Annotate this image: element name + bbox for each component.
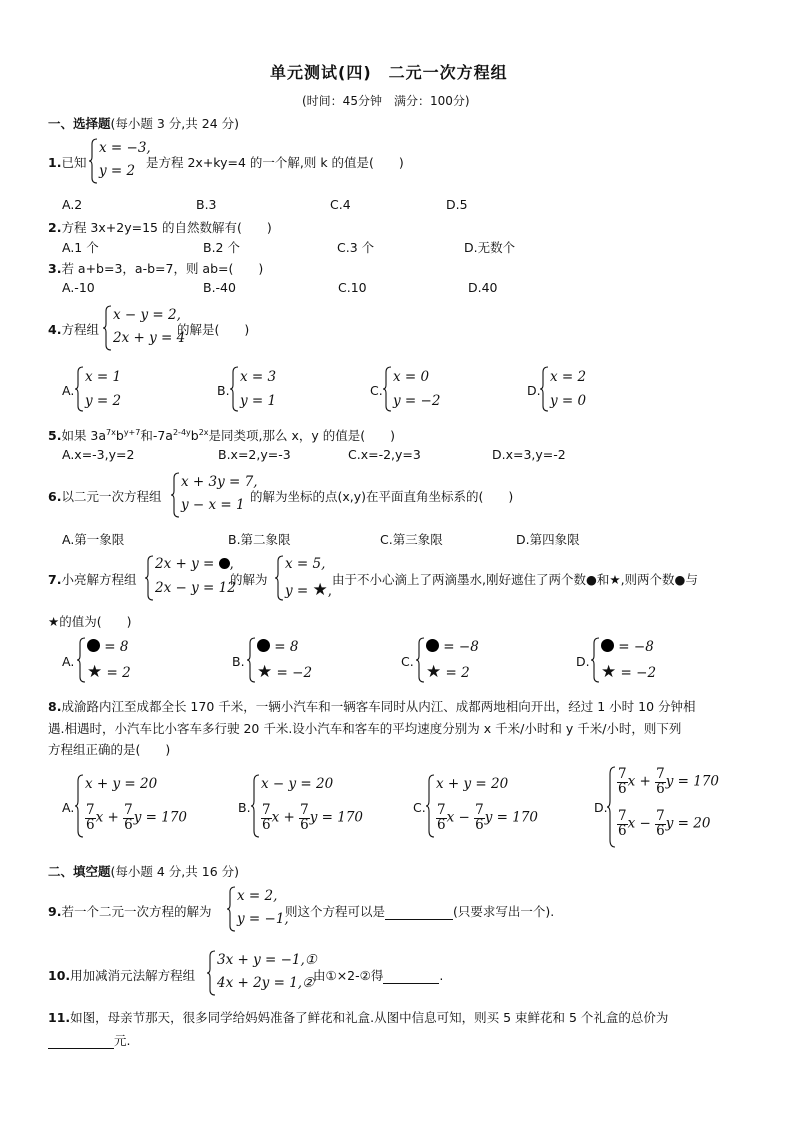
ink-dot-icon bbox=[87, 639, 100, 652]
system-row-text: = −8 bbox=[443, 639, 479, 655]
fraction: $\frac{7}{6}$ bbox=[618, 766, 627, 797]
system-row: y = 0 bbox=[550, 393, 587, 409]
option-a: A.x=-3,y=2 bbox=[62, 447, 135, 462]
brace-icon bbox=[102, 305, 112, 351]
question-text: 如果 3a bbox=[61, 428, 107, 443]
question-text-post: 由于不小心滴上了两滴墨水,刚好遮住了两个数●和★,则两个数●与 bbox=[332, 572, 698, 587]
fraction: $\frac{7}{6}$ bbox=[656, 766, 665, 797]
system-row: x − y = 2, bbox=[113, 307, 181, 323]
question-text-line2: ★的值为( ) bbox=[48, 614, 132, 629]
question-11 bbox=[48, 1008, 668, 1026]
option-d-system bbox=[590, 637, 670, 685]
system-row: x = 2, bbox=[237, 888, 278, 904]
option-b: B.3 bbox=[196, 197, 217, 212]
brace-icon bbox=[415, 637, 425, 683]
brace-icon bbox=[382, 366, 392, 412]
option-a: A.第一象限 bbox=[62, 532, 125, 547]
option-a-system bbox=[76, 637, 146, 685]
equation-system bbox=[144, 555, 236, 603]
section-heading-fill bbox=[48, 862, 239, 880]
ink-star-icon: ★ bbox=[426, 662, 442, 682]
question-text: 成渝路内江至成都全长 170 千米，一辆小汽车和一辆客车同时从内江、成都两地相向开出，经过 1 小时 10 分钟相 bbox=[61, 699, 696, 714]
system-row-text: = 8 bbox=[104, 639, 129, 655]
system-row: 4x + 2y = 1,② bbox=[217, 975, 315, 991]
page-title: 单元测试(四) 二元一次方程组 bbox=[270, 63, 508, 82]
option-d-label: D. bbox=[527, 383, 541, 398]
question-text: b bbox=[115, 428, 124, 443]
question-text-mid: 的解为 bbox=[230, 572, 268, 587]
option-b: B.-40 bbox=[203, 280, 236, 295]
answer-blank[interactable] bbox=[48, 1033, 114, 1049]
question-text: 方程 3x+2y=15 的自然数解有( ) bbox=[61, 220, 272, 235]
question-text-pre: 方程组 bbox=[61, 322, 99, 337]
option-d: D.5 bbox=[446, 197, 468, 212]
option-b: B.x=2,y=-3 bbox=[218, 447, 291, 462]
question-text-post bbox=[285, 902, 554, 920]
system-row bbox=[257, 639, 299, 655]
system-row: x − y = 20 bbox=[261, 776, 334, 792]
option-a: A.2 bbox=[62, 197, 83, 212]
question-text: 元. bbox=[114, 1033, 131, 1048]
option-b-label: B. bbox=[238, 800, 251, 815]
ink-dot-icon bbox=[601, 639, 614, 652]
question-1 bbox=[48, 153, 86, 171]
equation-system bbox=[170, 472, 258, 520]
question-4 bbox=[48, 320, 99, 338]
equation-system bbox=[226, 886, 289, 934]
system-row: 2x − y = 12 bbox=[155, 580, 236, 596]
question-number: 3. bbox=[48, 261, 62, 276]
question-text: 若 a+b=3，a-b=7，则 ab=( ) bbox=[61, 261, 264, 276]
option-b-system bbox=[229, 366, 289, 414]
brace-icon bbox=[88, 138, 98, 184]
option-a-label: A. bbox=[62, 800, 75, 815]
brace-icon bbox=[539, 366, 549, 412]
exponent: 7x bbox=[106, 427, 116, 437]
fraction: $\frac{7}{6}$ bbox=[475, 802, 484, 833]
ink-star-icon: ★ bbox=[601, 662, 617, 682]
ink-dot-icon bbox=[257, 639, 270, 652]
question-text-post bbox=[313, 966, 443, 984]
option-d: D.40 bbox=[468, 280, 498, 295]
brace-icon bbox=[206, 950, 216, 996]
question-5 bbox=[48, 426, 395, 444]
fraction: $\frac{7}{6}$ bbox=[437, 802, 446, 833]
answer-blank[interactable] bbox=[385, 904, 453, 920]
section-note: (每小题 4 分,共 16 分) bbox=[110, 864, 239, 879]
option-c-system bbox=[425, 774, 545, 840]
system-row: x = 2 bbox=[550, 369, 587, 385]
equation-system bbox=[206, 950, 317, 998]
option-d-system bbox=[539, 366, 599, 414]
option-d: D.x=3,y=-2 bbox=[492, 447, 566, 462]
brace-icon bbox=[250, 774, 260, 838]
system-row bbox=[601, 639, 654, 655]
question-7 bbox=[48, 570, 136, 588]
system-row: 2x + y = , bbox=[155, 556, 234, 572]
system-row: 3x + y = −1,① bbox=[217, 952, 317, 968]
question-number: 1. bbox=[48, 155, 62, 170]
question-text-post: 的解为坐标的点(x,y)在平面直角坐标系的( ) bbox=[250, 489, 514, 504]
question-text-pre: 用加减消元法解方程组 bbox=[70, 968, 196, 983]
system-row: 2x + y = 4 bbox=[113, 330, 186, 346]
system-row bbox=[426, 639, 479, 655]
system-row-text: 2x + y = bbox=[155, 556, 219, 572]
question-3 bbox=[48, 259, 263, 277]
option-c-system bbox=[382, 366, 452, 414]
question-2 bbox=[48, 218, 272, 236]
section-title: 一、选择题 bbox=[48, 116, 111, 131]
system-row bbox=[426, 662, 470, 682]
section-heading-choice bbox=[48, 114, 239, 132]
question-text-pre: 以二元一次方程组 bbox=[61, 489, 162, 504]
system-row: x = 1 bbox=[85, 369, 122, 385]
page-subtitle: (时间：45分钟 满分：100分) bbox=[302, 94, 470, 108]
system-row: y = 2 bbox=[85, 393, 122, 409]
question-number: 5. bbox=[48, 428, 62, 443]
question-text: 是同类项,那么 x，y 的值是( ) bbox=[208, 428, 396, 443]
system-row: $\frac{7}{6}$ x − $\frac{7}{6}$ y = 170 bbox=[437, 802, 538, 833]
ink-star-icon: ★ bbox=[87, 662, 103, 682]
equation-system bbox=[102, 305, 186, 353]
question-number: 8. bbox=[48, 699, 62, 714]
equation-system bbox=[88, 138, 151, 186]
fraction: $\frac{7}{6}$ bbox=[618, 808, 627, 839]
question-text: 和-7a bbox=[140, 428, 173, 443]
system-row: x = 5, bbox=[285, 556, 326, 572]
question-text: b bbox=[190, 428, 199, 443]
option-d: D.无数个 bbox=[464, 240, 516, 255]
question-number: 2. bbox=[48, 220, 62, 235]
system-row: $\frac{7}{6}$ x + $\frac{7}{6}$ y = 170 bbox=[618, 766, 719, 797]
question-number: 6. bbox=[48, 489, 62, 504]
system-row: x = 0 bbox=[393, 369, 430, 385]
brace-icon bbox=[74, 774, 84, 838]
ink-dot-icon bbox=[219, 558, 230, 569]
option-a-label: A. bbox=[62, 654, 75, 669]
system-row: y = −2 bbox=[393, 393, 441, 409]
question-text: 则这个方程可以是 bbox=[285, 904, 386, 919]
option-c-label: C. bbox=[401, 654, 414, 669]
system-row: x + y = 20 bbox=[436, 776, 509, 792]
question-number: 11. bbox=[48, 1010, 71, 1025]
option-d: D.第四象限 bbox=[516, 532, 580, 547]
brace-icon bbox=[274, 555, 284, 601]
question-text: (只要求写出一个). bbox=[453, 904, 555, 919]
option-b-system bbox=[246, 637, 316, 685]
answer-blank[interactable] bbox=[383, 968, 439, 984]
option-d-label: D. bbox=[576, 654, 590, 669]
option-c: C.x=-2,y=3 bbox=[348, 447, 421, 462]
question-6 bbox=[48, 487, 161, 505]
section-title: 二、填空题 bbox=[48, 864, 111, 879]
fraction: $\frac{7}{6}$ bbox=[656, 808, 665, 839]
brace-icon bbox=[590, 637, 600, 683]
system-row bbox=[87, 639, 129, 655]
brace-icon bbox=[226, 886, 236, 932]
brace-icon bbox=[246, 637, 256, 683]
question-text-pre: 已知 bbox=[61, 155, 87, 170]
option-a-label: A. bbox=[62, 383, 75, 398]
section-note: (每小题 3 分,共 24 分) bbox=[110, 116, 239, 131]
option-a-system bbox=[74, 366, 134, 414]
system-row: x + 3y = 7, bbox=[181, 474, 258, 490]
option-c-label: C. bbox=[413, 800, 426, 815]
system-row: y = 2 bbox=[99, 163, 136, 179]
question-text-pre: 小亮解方程组 bbox=[61, 572, 137, 587]
question-text-line2: 遇.相遇时，小汽车比小客车多行驶 20 千米.设小汽车和客车的平均速度分别为 x 千米/小时和 y 千米/小时，则下列 bbox=[48, 721, 682, 736]
ink-dot-icon bbox=[426, 639, 439, 652]
question-text-pre: 若一个二元一次方程的解为 bbox=[61, 904, 212, 919]
fraction: $\frac{7}{6}$ bbox=[124, 802, 133, 833]
exponent: 2x bbox=[198, 427, 209, 437]
option-c-label: C. bbox=[370, 383, 383, 398]
system-row-text: = 8 bbox=[274, 639, 299, 655]
system-row: x = −3, bbox=[99, 140, 151, 156]
option-b-label: B. bbox=[232, 654, 245, 669]
system-row: y = ★, bbox=[285, 580, 333, 600]
option-a: A.-10 bbox=[62, 280, 95, 295]
option-a-system bbox=[74, 774, 194, 840]
option-c: C.3 个 bbox=[337, 240, 375, 255]
system-row-text: = −2 bbox=[276, 665, 313, 681]
system-row: $\frac{7}{6}$ x + $\frac{7}{6}$ y = 170 bbox=[86, 802, 187, 833]
brace-icon bbox=[425, 774, 435, 838]
brace-icon bbox=[144, 555, 154, 601]
system-row: x + y = 20 bbox=[85, 776, 158, 792]
system-row: $\frac{7}{6}$ x + $\frac{7}{6}$ y = 170 bbox=[262, 802, 363, 833]
system-row bbox=[601, 662, 656, 682]
brace-icon bbox=[74, 366, 84, 412]
system-row-text: = 2 bbox=[106, 665, 131, 681]
system-row: $\frac{7}{6}$ x − $\frac{7}{6}$ y = 20 bbox=[618, 808, 711, 839]
question-number: 4. bbox=[48, 322, 62, 337]
brace-icon bbox=[170, 472, 180, 518]
exponent: y+7 bbox=[123, 427, 141, 437]
question-number: 10. bbox=[48, 968, 71, 983]
option-c: C.10 bbox=[338, 280, 367, 295]
question-text-post: 是方程 2x+ky=4 的一个解,则 k 的值是( ) bbox=[146, 155, 404, 170]
fraction: $\frac{7}{6}$ bbox=[300, 802, 309, 833]
system-row: y = 1 bbox=[240, 393, 277, 409]
ink-star-icon: ★ bbox=[312, 580, 328, 600]
option-d-system bbox=[606, 766, 736, 850]
question-number: 9. bbox=[48, 904, 62, 919]
system-row-text: = −8 bbox=[618, 639, 654, 655]
system-row bbox=[87, 662, 131, 682]
option-a: A.1 个 bbox=[62, 240, 99, 255]
system-row: x = 3 bbox=[240, 369, 277, 385]
option-c: C.第三象限 bbox=[380, 532, 443, 547]
option-d-label: D. bbox=[594, 800, 608, 815]
system-row-text: = −2 bbox=[620, 665, 657, 681]
fraction: $\frac{7}{6}$ bbox=[262, 802, 271, 833]
equation-system-solution bbox=[274, 555, 334, 603]
question-number: 7. bbox=[48, 572, 62, 587]
question-text-post: 的解是( ) bbox=[177, 322, 250, 337]
system-row-text: y = bbox=[285, 583, 313, 599]
question-9 bbox=[48, 902, 211, 920]
question-text-line3: 方程组正确的是( ) bbox=[48, 742, 171, 757]
question-text: 由①×2-②得 bbox=[313, 968, 384, 983]
brace-icon bbox=[76, 637, 86, 683]
option-b: B.2 个 bbox=[203, 240, 240, 255]
ink-star-icon: ★ bbox=[257, 662, 273, 682]
question-10 bbox=[48, 966, 195, 984]
question-text: . bbox=[439, 968, 444, 983]
option-b-label: B. bbox=[217, 383, 230, 398]
option-b-system bbox=[250, 774, 370, 840]
system-row bbox=[257, 662, 312, 682]
question-text: 如图，母亲节那天，很多同学给妈妈准备了鲜花和礼盒.从图中信息可知，则买 5 束鲜花和 5 个礼盒的总价为 bbox=[70, 1010, 669, 1025]
system-row: y − x = 1 bbox=[181, 497, 245, 513]
question-11-line2 bbox=[48, 1031, 130, 1049]
option-c-system bbox=[415, 637, 495, 685]
system-row-text: = 2 bbox=[445, 665, 470, 681]
brace-icon bbox=[229, 366, 239, 412]
question-8 bbox=[48, 697, 696, 715]
exponent: 2-4y bbox=[172, 427, 191, 437]
brace-icon bbox=[606, 766, 616, 848]
system-row: y = −1, bbox=[237, 911, 289, 927]
option-b: B.第二象限 bbox=[228, 532, 291, 547]
option-c: C.4 bbox=[330, 197, 351, 212]
fraction: $\frac{7}{6}$ bbox=[86, 802, 95, 833]
